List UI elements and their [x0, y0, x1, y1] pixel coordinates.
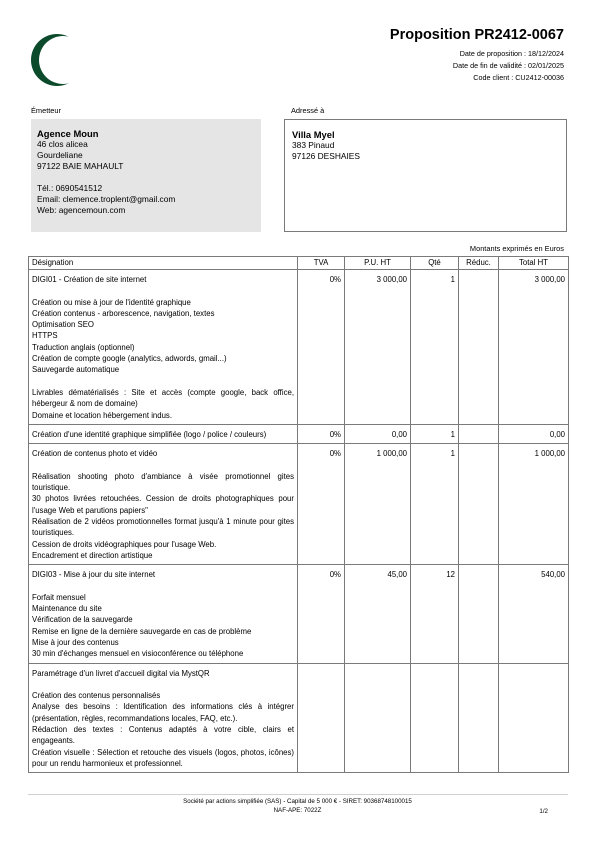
table-row [29, 270, 569, 425]
row-total: 1 000,00 [499, 444, 569, 565]
row-pu: 1 000,00 [345, 444, 411, 565]
designation-line: Sauvegarde automatique [32, 365, 120, 375]
designation-line: Rédaction des textes : Contenus adaptés à votre cible, clairs et engageants. [32, 724, 294, 746]
designation-line: Remise en ligne de la dernière sauvegarde en cas de problème [32, 626, 252, 636]
table-row [29, 424, 569, 443]
designation-line: Création des contenus personnalisés [32, 691, 161, 701]
row-qte: 12 [411, 565, 459, 663]
designation-line: Optimisation SEO [32, 320, 94, 330]
table-row [29, 565, 569, 663]
designation-line: Création de contenus photo et vidéo [32, 449, 158, 459]
row-total: 0,00 [499, 424, 569, 443]
row-qte: 1 [411, 424, 459, 443]
lines-table [28, 256, 569, 773]
emetteur-box [31, 119, 261, 232]
row-designation [29, 663, 298, 773]
destinataire-address1: 383 Pinaud [292, 140, 335, 150]
row-total [499, 663, 569, 773]
row-reduc [459, 444, 499, 565]
header-designation: Désignation [29, 257, 298, 270]
designation-line: Création contenus - arborescence, navigation, textes [32, 308, 215, 318]
row-qte: 1 [411, 270, 459, 425]
emetteur-label: Émetteur [31, 106, 61, 115]
row-designation [29, 424, 298, 443]
row-pu: 45,00 [345, 565, 411, 663]
date-proposition: Date de proposition : 18/12/2024 [459, 49, 564, 58]
designation-line: Traduction anglais (optionnel) [32, 342, 135, 352]
row-designation [29, 565, 298, 663]
designation-line: 30 photos livrées retouchées. Cession de droits photographiques pour l'usage Web et parutions papiers" [32, 494, 294, 515]
footer-divider [28, 794, 568, 795]
document-title: Proposition PR2412-0067 [389, 27, 564, 43]
row-tva: 0% [298, 565, 345, 663]
table-header-row [29, 257, 569, 270]
emetteur-tel: Tél.: 0690541512 [37, 183, 103, 193]
footer-line1: Société par actions simplifiée (SAS) - Capital de 5 000 € - SIRET: 90368748100015 [183, 798, 412, 805]
row-designation [29, 444, 298, 565]
designation-line: Cession de droits vidéographiques pour l'usage Web. [32, 539, 217, 549]
row-pu: 3 000,00 [345, 270, 411, 425]
date-validite: Date de fin de validité : 02/01/2025 [452, 60, 564, 70]
designation-line: Forfait mensuel [32, 592, 86, 602]
header-reduc: Réduc. [459, 257, 499, 270]
currency-note: Montants exprimés en Euros [469, 244, 564, 253]
row-designation [29, 270, 298, 425]
row-qte [411, 663, 459, 773]
row-reduc [459, 663, 499, 773]
row-tva: 0% [298, 424, 345, 443]
footer-line2: NAF-APE: 7022Z [273, 807, 322, 814]
designation-line: HTTPS [32, 331, 58, 341]
designation-line: Livrables dématérialisés : Site et accès (compte google, back office, hébergeur & nom de domaine) [32, 387, 294, 409]
designation-line: Vérification de la sauvegarde [32, 615, 133, 625]
emetteur-address3: 97122 BAIE MAHAULT [37, 161, 124, 171]
page-number: 1/2 [539, 808, 548, 815]
destinataire-box [284, 119, 567, 232]
emetteur-name: Agence Moun [37, 128, 99, 139]
row-tva [298, 663, 345, 773]
row-reduc [459, 565, 499, 663]
designation-line: Création d'une identité graphique simplifiée (logo / police / couleurs) [32, 429, 267, 439]
designation-line: DIGI03 - Mise à jour du site internet [32, 570, 156, 580]
designation-line: Réalisation shooting photo d'ambiance à visée promotionnel gites touristique. [32, 471, 294, 493]
row-tva: 0% [298, 270, 345, 425]
emetteur-web: Web: agencemoun.com [37, 205, 126, 215]
destinataire-name: Villa Myel [292, 129, 335, 140]
table-row [29, 444, 569, 565]
designation-line: Analyse des besoins : Identification des informations clés à intégrer (présentation, règles, recommandations locales, FAQ, etc.). [32, 702, 294, 723]
destinataire-address2: 97126 DESHAIES [292, 151, 360, 161]
row-tva: 0% [298, 444, 345, 565]
designation-line: Paramétrage d'un livret d'accueil digital via MystQR [32, 668, 210, 678]
row-total: 3 000,00 [499, 270, 569, 425]
emetteur-email: Email: clemence.troplent@gmail.com [37, 194, 176, 204]
row-reduc [459, 424, 499, 443]
emetteur-address1: 46 clos alicea [37, 139, 88, 149]
destinataire-label: Adressé à [291, 106, 325, 115]
designation-line: Encadrement et direction artistique [32, 550, 153, 560]
row-reduc [459, 270, 499, 425]
header-total: Total HT [499, 257, 569, 270]
logo-icon [31, 30, 87, 90]
designation-line: Domaine et location hébergement indus. [32, 410, 172, 420]
row-total: 540,00 [499, 565, 569, 663]
code-client: Code client : CU2412-00036 [473, 72, 564, 82]
header-tva: TVA [298, 257, 345, 270]
designation-line: Mise à jour des contenus [32, 637, 119, 647]
document-meta [453, 48, 564, 83]
designation-line: Maintenance du site [32, 604, 102, 614]
table-row [29, 663, 569, 773]
row-pu: 0,00 [345, 424, 411, 443]
designation-line: DIGI01 - Création de site internet [32, 275, 147, 284]
emetteur-address2: Gourdeliane [37, 150, 83, 160]
designation-line: 30 min d'échanges mensuel en visioconférence ou téléphone [32, 649, 244, 659]
header-pu: P.U. HT [345, 257, 411, 270]
designation-line: Création ou mise à jour de l'identité graphique [32, 297, 191, 307]
header-qte: Qté [411, 257, 459, 270]
row-pu [345, 663, 411, 773]
designation-line: Création visuelle : Sélection et retouche des visuels (logos, photos, icônes) pour un rendu harmonieux et professionnel. [32, 747, 294, 768]
designation-line: Réalisation de 2 vidéos promotionnelles format jusqu'à 1 minute pour gites touristiques. [32, 516, 294, 538]
footer [0, 797, 595, 815]
designation-line: Création de compte google (analytics, adwords, gmail...) [32, 354, 227, 364]
row-qte: 1 [411, 444, 459, 565]
